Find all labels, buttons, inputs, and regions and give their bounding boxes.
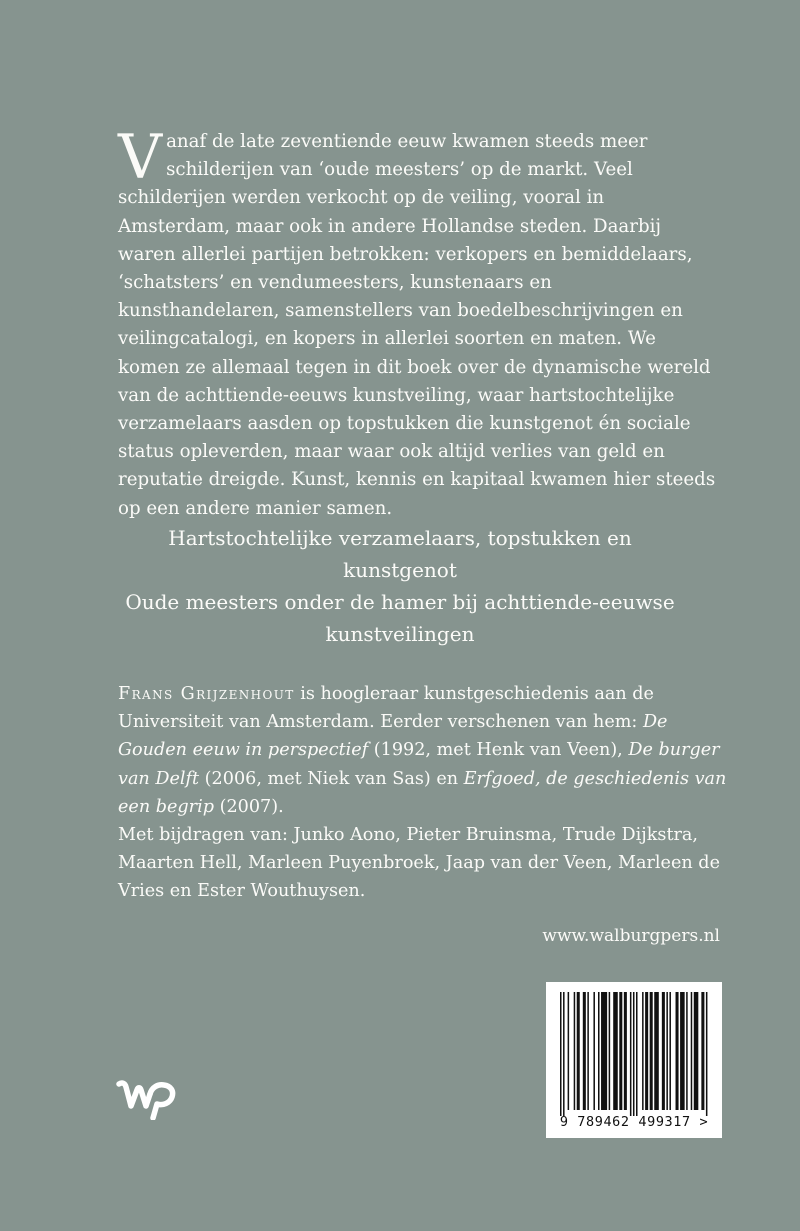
barcode-bar [577,992,580,1110]
wp-logo-icon [116,1078,178,1120]
subtitle-line-2: Oude meesters onder de hamer bij achttiende-eeuwse kunstveilingen [125,590,675,646]
author-name: Frans Grijzenhout [118,684,295,704]
blurb-paragraph [118,122,718,523]
barcode-bar [691,992,693,1110]
barcode-bar [613,992,618,1110]
barcode-bar [609,992,611,1110]
book-title-3: Erfgoed, de geschiedenis van een begrip [118,768,727,817]
barcode-bar [633,992,635,1116]
book-title-1: De Gouden eeuw in perspectief [118,712,668,761]
bio-text-2: (1992, met Henk van Veen), [368,740,629,761]
barcode-bar [662,992,665,1110]
contributors: Met bijdragen van: Junko Aono, Pieter Bruinsma, Trude Dijkstra, Maarten Hell, Marleen Puyenbroek, Jaap van der Veen, Marleen de Vries en Ester Wouthuysen. [118,825,720,902]
barcode-bar [568,992,570,1110]
barcode-bar [598,992,600,1110]
barcode-bar [666,992,668,1110]
barcode-bar [619,992,622,1110]
barcode-bar [593,992,595,1110]
author-bio [118,680,728,906]
barcode-bar [583,992,586,1110]
barcode-bar [642,992,644,1110]
bio-text-4: (2007). [213,796,284,817]
barcode-digits: 9 789462 499317 > [559,1114,709,1130]
barcode-bar [650,992,653,1110]
barcode-bar [694,992,699,1110]
barcode-bar [680,992,685,1110]
book-title-2: De burger van Delft [118,740,720,789]
barcode-bar [676,992,679,1110]
barcode-bar [701,992,704,1110]
barcode-bar [654,992,659,1110]
barcode-bar [636,992,638,1116]
barcode-bar [630,992,632,1116]
barcode-bar [587,992,589,1110]
drop-cap: V [118,122,163,193]
barcode-bar [624,992,627,1110]
barcode-bar [560,992,562,1116]
author-paragraph [118,680,728,821]
subtitle-line-1: Hartstochtelijke verzamelaars, topstukken en kunstgenot [168,526,632,582]
blurb-text: anaf de late zeventiende eeuw kwamen steeds meer schilderijen van ‘oude meesters’ op de markt. Veel schilderijen werden verkocht op de veiling, vooral in Amsterdam, maar ook in andere Hollandse steden. Daarbij waren allerlei partijen betrokken: verkopers en bemiddelaars, ‘schatsters’ en vendumeesters, kunstenaars en kunsthandelaren, samenstellers van boedelbeschrijvingen en veilingcatalogi, en kopers in allerlei soorten en maten. We komen ze allemaal tegen in dit boek over de dynamische wereld van de achttiende-eeuws kunstveiling, waar hartstochtelijke verzamelaars aasden op topstukken die kunstgenot én sociale status opleverden, maar waar ook altijd verlies van geld en reputatie dreigde. Kunst, kennis en kapitaal kwamen hier steeds op een andere manier samen. [118,131,716,519]
barcode-bar [706,992,708,1116]
barcode-bar [645,992,648,1110]
isbn-barcode [546,982,722,1138]
subtitles [120,522,680,650]
barcode-bar [574,992,576,1110]
bio-text-3: (2006, met Niek van Sas) en [199,768,464,789]
bio-text-1: is hoogleraar kunstgeschiedenis aan de Universiteit van Amsterdam. Eerder verschenen van hem: [118,684,654,733]
barcode-bar [563,992,565,1116]
barcode-bar [686,992,688,1110]
blurb [118,122,718,523]
barcode-bar [669,992,671,1110]
walburg-pers-logo [116,1078,178,1124]
barcode-bar [601,992,607,1110]
publisher-url[interactable]: www.walburgpers.nl [542,926,720,946]
